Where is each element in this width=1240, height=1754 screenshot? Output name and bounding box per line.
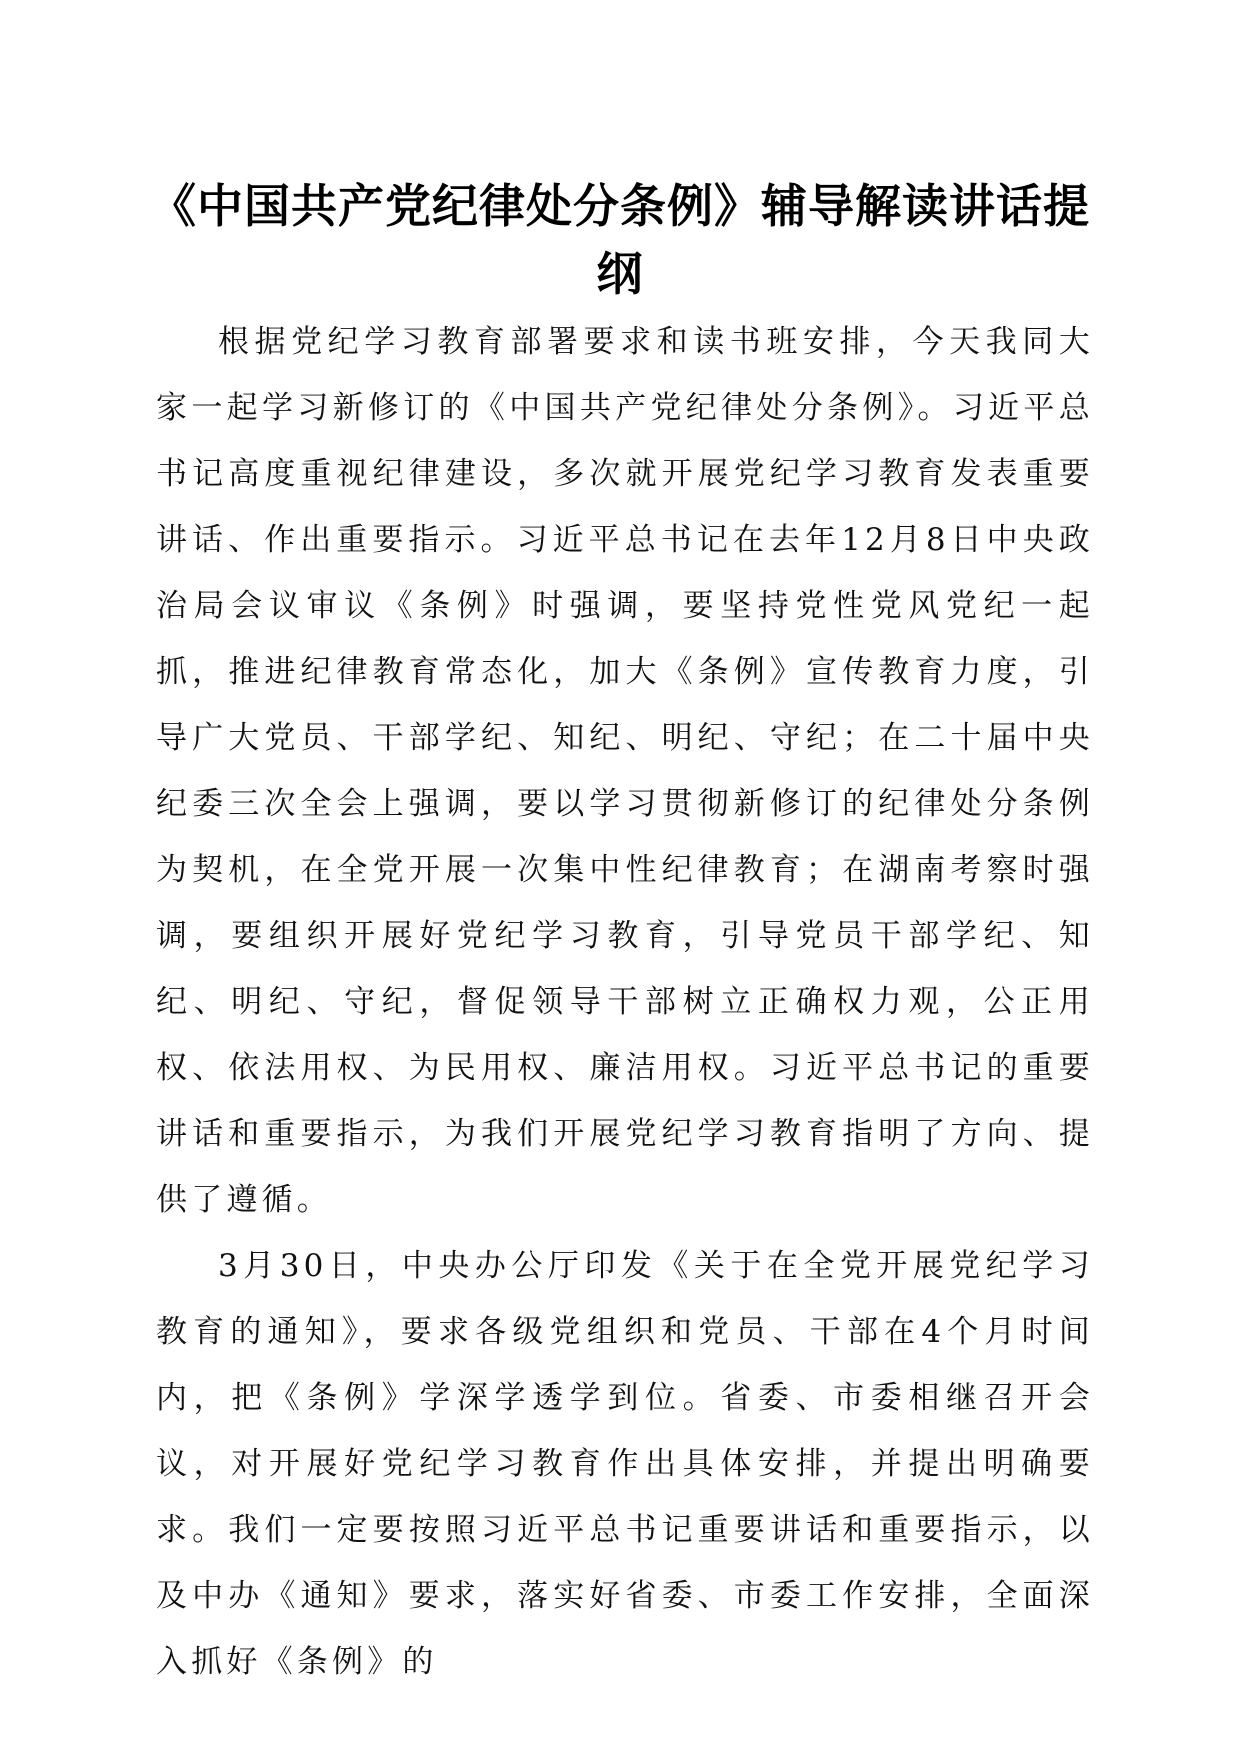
body-paragraph-1: 根据党纪学习教育部署要求和读书班安排，今天我同大家一起学习新修订的《中国共产党纪律处分条例》。习近平总书记高度重视纪律建设，多次就开展党纪学习教育发表重要讲话、作出重要指示。习近平总书记在去年12月8日中央政治局会议审议《条例》时强调，要坚持党性党风党纪一起抓，推进纪律教育常态化，加大《条例》宣传教育力度，引导广大党员、干部学纪、知纪、明纪、守纪；在二十届中央纪委三次全会上强调，要以学习贯彻新修订的纪律处分条例为契机，在全党开展一次集中性纪律教育；在湖南考察时强调，要组织开展好党纪学习教育，引导党员干部学纪、知纪、明纪、守纪，督促领导干部树立正确权力观，公正用权、依法用权、为民用权、廉洁用权。习近平总书记的重要讲话和重要指示，为我们开展党纪学习教育指明了方向、提供了遵循。 <box>156 324 1094 1218</box>
document-body <box>156 309 1094 1695</box>
body-paragraph-2: 3月30日，中央办公厅印发《关于在全党开展党纪学习教育的通知》，要求各级党组织和党员、干部在4个月时间内，把《条例》学深学透学到位。省委、市委相继召开会议，对开展好党纪学习教育作出具体安排，并提出明确要求。我们一定要按照习近平总书记重要讲话和重要指示，以及中办《通知》要求，落实好省委、市委工作安排，全面深入抓好《条例》的 <box>156 1248 1094 1680</box>
document-title: 《中国共产党纪律处分条例》辅导解读讲话提纲 <box>150 179 1090 301</box>
